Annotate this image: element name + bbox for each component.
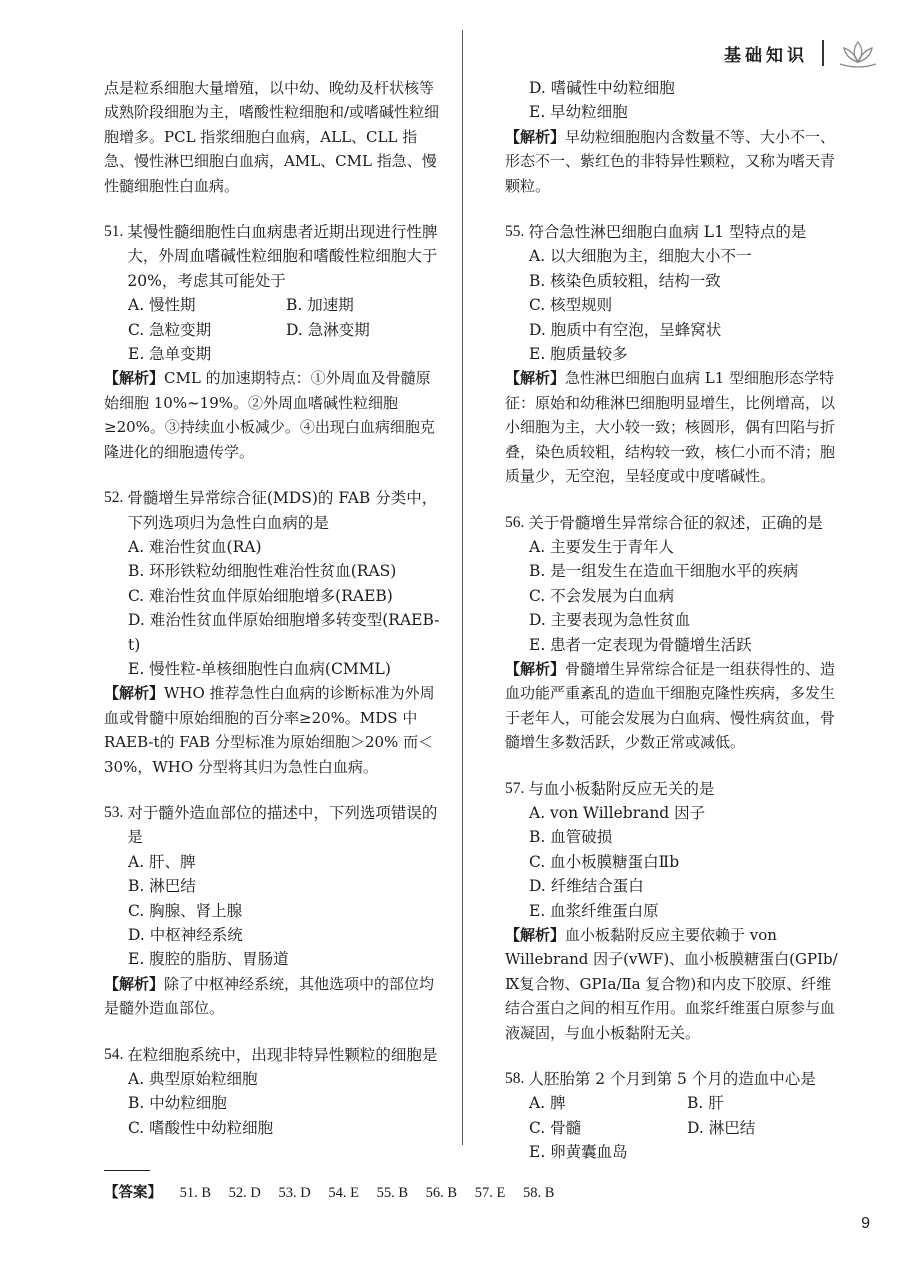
- option-a: A. 脾: [529, 1094, 566, 1113]
- answer-item: 56. B: [425, 1185, 458, 1201]
- option-d: D. 胞质中有空泡，呈蜂窝状: [529, 320, 722, 339]
- left-column: [104, 76, 444, 1162]
- option-a: A. 慢性期: [128, 296, 196, 315]
- question-number: 58.: [505, 1070, 525, 1088]
- analysis: [505, 366, 845, 488]
- question-number: 57.: [505, 779, 525, 797]
- analysis-text: 急性淋巴细胞白血病 L1 型细胞形态学特征：原始和幼稚淋巴细胞明显增生，比例增高，以小细胞为主，大小较一致；核圆形，偶有凹陷与折叠，染色质较粗，结构较一致，核仁小而不清；胞质量少，无空泡，呈轻度或中度嗜碱性。: [505, 369, 836, 486]
- option-c: C. 难治性贫血伴原始细胞增多(RAEB): [128, 586, 393, 605]
- option-b: B. 中幼粒细胞: [128, 1094, 227, 1113]
- option-e: E. 血浆纤维蛋白原: [529, 901, 659, 920]
- analysis-tag: 【解析】: [104, 974, 165, 993]
- answer-key: [104, 1181, 568, 1202]
- answer-item: 55. B: [376, 1185, 409, 1201]
- answer-item: 52. D: [228, 1185, 261, 1201]
- header-title: 基础知识: [724, 45, 808, 66]
- question-number: 54.: [104, 1045, 124, 1063]
- option-a: A. 典型原始粒细胞: [128, 1070, 258, 1089]
- analysis: [505, 923, 845, 1045]
- question-53: [104, 801, 444, 1021]
- analysis: [104, 366, 444, 464]
- question-stem: 骨髓增生异常综合征(MDS)的 FAB 分类中，下列选项归为急性白血病的是: [127, 489, 438, 532]
- lotus-logo-icon: [836, 38, 880, 68]
- analysis: [104, 681, 444, 779]
- option-b: B. 环形铁粒幼细胞性难治性贫血(RAS): [128, 562, 397, 581]
- question-stem: 与血小板黏附反应无关的是: [528, 779, 715, 798]
- option-e: E. 慢性粒-单核细胞性白血病(CMML): [128, 659, 391, 678]
- analysis: [104, 972, 444, 1021]
- page-header: [724, 36, 880, 70]
- option-e: E. 早幼粒细胞: [529, 103, 628, 122]
- answer-item: 51. B: [179, 1185, 212, 1201]
- option-e: E. 腹腔的脂肪、胃肠道: [128, 950, 289, 969]
- question-54-continued: [505, 76, 845, 198]
- column-divider: [462, 30, 463, 1145]
- question-number: 55.: [505, 223, 525, 241]
- question-number: 51.: [104, 223, 124, 241]
- question-55: [505, 220, 845, 488]
- question-stem: 人胚胎第 2 个月到第 5 个月的造血中心是: [528, 1070, 816, 1089]
- option-a: A. 肝、脾: [128, 852, 196, 871]
- option-d: D. 主要表现为急性贫血: [529, 611, 691, 630]
- page-number: 9: [861, 1215, 870, 1232]
- option-e: E. 患者一定表现为骨髓增生活跃: [529, 635, 752, 654]
- analysis-text: 骨髓增生异常综合征是一组获得性的、造血功能严重紊乱的造血干细胞克隆性疾病，多发生于老年人，可能会发展为白血病、慢性病贫血，骨髓增生多数活跃，少数正常或减低。: [505, 659, 836, 752]
- question-51: [104, 220, 444, 464]
- option-b: B. 肝: [687, 1094, 724, 1113]
- question-number: 52.: [104, 489, 124, 507]
- answer-item: 58. B: [522, 1185, 555, 1201]
- option-b: B. 加速期: [286, 296, 354, 315]
- option-c: C. 血小板膜糖蛋白Ⅱb: [529, 852, 680, 871]
- answers-rule: [104, 1170, 150, 1171]
- answer-item: 57. E: [474, 1185, 506, 1201]
- option-d: D. 纤维结合蛋白: [529, 877, 644, 896]
- analysis-tag: 【解析】: [505, 926, 566, 944]
- analysis-tag: 【解析】: [505, 127, 566, 146]
- question-52: [104, 486, 444, 779]
- option-e: E. 卵黄囊血岛: [529, 1143, 628, 1162]
- question-57: [505, 777, 845, 1045]
- header-divider: [822, 40, 824, 66]
- option-e: E. 急单变期: [128, 345, 212, 364]
- option-d: D. 急淋变期: [286, 320, 370, 339]
- answer-item: 53. D: [278, 1185, 311, 1201]
- option-c: C. 骨髓: [529, 1118, 582, 1137]
- option-b: B. 是一组发生在造血干细胞水平的疾病: [529, 562, 799, 581]
- analysis-tag: 【解析】: [505, 369, 566, 388]
- option-e: E. 胞质量较多: [529, 345, 628, 364]
- question-58: [505, 1067, 845, 1165]
- option-d: D. 淋巴结: [687, 1118, 756, 1137]
- option-a: A. 难治性贫血(RA): [128, 537, 262, 556]
- analysis-text: 除了中枢神经系统，其他选项中的部位均是髓外造血部位。: [104, 974, 435, 1018]
- question-stem: 符合急性淋巴细胞白血病 L1 型特点的是: [528, 223, 807, 242]
- option-d: D. 嗜碱性中幼粒细胞: [529, 79, 675, 97]
- question-56: [505, 511, 845, 755]
- analysis: [505, 657, 845, 755]
- question-stem: 在粒细胞系统中，出现非特异性颗粒的细胞是: [127, 1045, 438, 1064]
- option-b: B. 淋巴结: [128, 877, 196, 896]
- option-c: C. 嗜酸性中幼粒细胞: [128, 1118, 274, 1137]
- option-a: A. 以大细胞为主，细胞大小不一: [529, 247, 752, 266]
- question-number: 53.: [104, 803, 124, 821]
- analysis-text: 血小板黏附反应主要依赖于 von Willebrand 因子(vWF)、血小板膜糖蛋白(GPⅠb/Ⅸ复合物、GPⅠa/Ⅱa 复合物)和内皮下胶原、纤维结合蛋白之间的相互作用。血浆纤维蛋白原参与血液凝固，与血小板黏附无关。: [505, 926, 838, 1042]
- question-stem: 对于髓外造血部位的描述中，下列选项错误的是: [127, 803, 438, 847]
- intro-paragraph: 点是粒系细胞大量增殖，以中幼、晚幼及杆状核等成熟阶段细胞为主，嗜酸性粒细胞和/或嗜碱性粒细胞增多。PCL 指浆细胞白血病，ALL、CLL 指急、慢性淋巴细胞白血病，AML、CML 指急、慢性髓细胞性白血病。: [104, 79, 440, 195]
- option-c: C. 不会发展为白血病: [529, 586, 675, 605]
- analysis-text: WHO 推荐急性白血病的诊断标准为外周血或骨髓中原始细胞的百分率≥20%。MDS 中 RAEB-t的 FAB 分型标准为原始细胞＞20% 而＜30%，WHO 分型将其归为急性白血病。: [104, 684, 435, 776]
- analysis-text: CML 的加速期特点：①外周血及骨髓原始细胞 10%~19%。②外周血嗜碱性粒细胞≥20%。③持续血小板减少。④出现白血病细胞克隆进化的细胞遗传学。: [104, 369, 435, 461]
- option-b: B. 血管破损: [529, 828, 613, 847]
- option-c: C. 核型规则: [529, 296, 613, 315]
- question-number: 56.: [505, 513, 525, 531]
- question-stem: 某慢性髓细胞性白血病患者近期出现进行性脾大，外周血嗜碱性粒细胞和嗜酸性粒细胞大于 20%，考虑其可能处于: [127, 223, 438, 290]
- option-d: D. 难治性贫血伴原始细胞增多转变型(RAEB-t): [128, 611, 440, 654]
- analysis-text: 早幼粒细胞胞内含数量不等、大小不一、形态不一、紫红色的非特异性颗粒，又称为嗜天青颗粒。: [505, 127, 836, 195]
- analysis-tag: 【解析】: [104, 369, 165, 388]
- answer-key-tag: 【答案】: [104, 1185, 162, 1201]
- answer-item: 54. E: [328, 1185, 359, 1201]
- right-column: [505, 76, 845, 1187]
- option-a: A. von Willebrand 因子: [529, 803, 706, 822]
- option-a: A. 主要发生于青年人: [529, 537, 675, 556]
- option-c: C. 胸腺、肾上腺: [128, 901, 243, 920]
- question-54: [104, 1043, 444, 1141]
- analysis-tag: 【解析】: [104, 684, 165, 703]
- option-c: C. 急粒变期: [128, 320, 212, 339]
- question-stem: 关于骨髓增生异常综合征的叙述，正确的是: [528, 513, 823, 532]
- option-d: D. 中枢神经系统: [128, 926, 243, 944]
- analysis-tag: 【解析】: [505, 659, 566, 678]
- analysis: [505, 125, 845, 198]
- option-b: B. 核染色质较粗，结构一致: [529, 271, 721, 290]
